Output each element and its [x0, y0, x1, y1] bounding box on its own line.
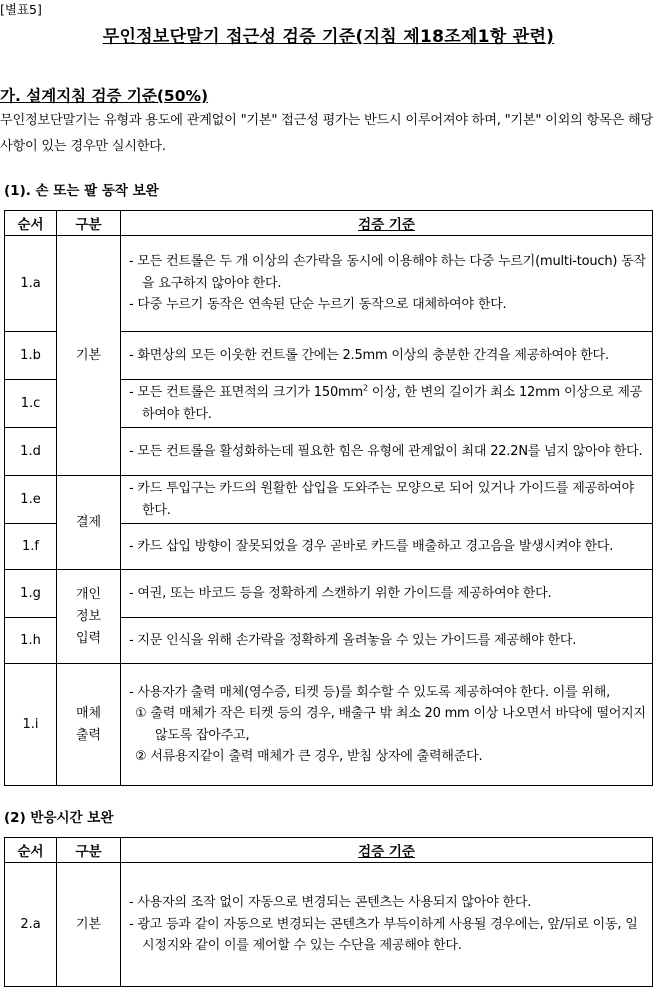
row-order: 1.b	[5, 332, 57, 380]
criteria-cell	[121, 476, 653, 524]
row-order: 1.i	[5, 664, 57, 786]
criteria-cell	[121, 332, 653, 380]
category-cell: 기본	[57, 236, 121, 476]
section-heading: 가. 설계지침 검증 기준(50%)	[0, 87, 209, 105]
criteria-cell	[121, 524, 653, 570]
table2-subtitle: (2) 반응시간 보완	[4, 810, 114, 826]
appendix-tag: [별표5]	[0, 2, 42, 17]
criteria-item: - 광고 등과 같이 자동으로 변경되는 콘텐츠가 부득이하게 사용될 경우에는, 앞/뒤로 이동, 일시정지와 같이 이를 제어할 수 있는 수단을 제공해야 한다.	[129, 916, 638, 954]
header-criteria: 검증 기준	[121, 838, 653, 863]
category-cell: 개인 정보 입력	[57, 570, 121, 664]
criteria-item: - 화면상의 모든 이웃한 컨트롤 간에는 2.5mm 이상의 충분한 간격을 제공하여야 한다.	[129, 347, 609, 363]
row-order: 1.e	[5, 476, 57, 524]
criteria-cell	[121, 664, 653, 786]
header-category: 구분	[57, 211, 121, 236]
table-row	[5, 570, 653, 618]
criteria-item: - 카드 삽입 방향이 잘못되었을 경우 곧바로 카드를 배출하고 경고음을 발생시켜야 한다.	[129, 538, 614, 554]
criteria-item: - 모든 컨트롤은 표면적의 크기가 $150mm^2$ 이상, 한 변의 길이가 최소 12mm 이상으로 제공하여야 한다.	[129, 383, 643, 422]
category-cell: 기본	[57, 863, 121, 987]
category-cell: 결제	[57, 476, 121, 570]
row-order: 1.a	[5, 236, 57, 332]
row-order: 1.h	[5, 618, 57, 664]
intro-paragraph: 무인정보단말기는 유형과 용도에 관계없이 "기본" 접근성 평가는 반드시 이루어져야 하며, "기본" 이외의 항목은 해당 사항이 있는 경우만 실시한다.	[0, 113, 653, 154]
criteria-cell	[121, 236, 653, 332]
criteria-item: - 모든 컨트롤을 활성화하는데 필요한 힘은 유형에 관계없이 최대 22.2N를 넘지 않아야 한다.	[129, 443, 643, 459]
row-order: 1.f	[5, 524, 57, 570]
table-hand-arm	[4, 210, 653, 786]
criteria-cell	[121, 570, 653, 618]
criteria-item: - 모든 컨트롤은 두 개 이상의 손가락을 동시에 이용해야 하는 다중 누르기(multi-touch) 동작을 요구하지 않아야 한다.	[129, 254, 646, 291]
criteria-subitem: ② 서류용지같이 출력 매체가 큰 경우, 받침 상자에 출력해준다.	[135, 749, 483, 764]
row-order: 1.d	[5, 428, 57, 476]
row-order: 2.a	[5, 863, 57, 987]
table-row	[5, 664, 653, 786]
document-title: 무인정보단말기 접근성 검증 기준(지침 제18조제1항 관련)	[102, 27, 555, 47]
header-category: 구분	[57, 838, 121, 863]
table-row	[5, 476, 653, 524]
criteria-item: - 다중 누르기 동작은 연속된 단순 누르기 동작으로 대체하여야 한다.	[129, 297, 507, 313]
criteria-item: - 여권, 또는 바코드 등을 정확하게 스캔하기 위한 가이드를 제공하여야 한다.	[129, 585, 552, 601]
header-order: 순서	[5, 211, 57, 236]
criteria-cell	[121, 428, 653, 476]
header-order: 순서	[5, 838, 57, 863]
criteria-item: - 사용자의 조작 없이 자동으로 변경되는 콘텐츠는 사용되지 않아야 한다.	[129, 895, 532, 911]
header-criteria: 검증 기준	[121, 211, 653, 236]
criteria-cell	[121, 618, 653, 664]
table1-subtitle: (1). 손 또는 팔 동작 보완	[4, 183, 159, 199]
table-header-row	[5, 211, 653, 236]
criteria-cell	[121, 863, 653, 987]
criteria-item: - 사용자가 출력 매체(영수증, 티켓 등)를 회수할 수 있도록 제공하여야 한다. 이를 위해,	[129, 684, 611, 700]
row-order: 1.c	[5, 380, 57, 428]
row-order: 1.g	[5, 570, 57, 618]
criteria-subitem: ① 출력 매체가 작은 티켓 등의 경우, 배출구 밖 최소 20 mm 이상 나오면서 바닥에 떨어지지 않도록 잡아주고,	[135, 706, 646, 743]
table-header-row	[5, 838, 653, 863]
table-row	[5, 236, 653, 332]
criteria-item: - 카드 투입구는 카드의 원활한 삽입을 도와주는 모양으로 되어 있거나 가이드를 제공하여야 한다.	[129, 481, 634, 518]
category-cell: 매체 출력	[57, 664, 121, 786]
table-row	[5, 863, 653, 987]
table-response-time	[4, 837, 653, 987]
criteria-cell	[121, 380, 653, 428]
criteria-item: - 지문 인식을 위해 손가락을 정확하게 올려놓을 수 있는 가이드를 제공해야 한다.	[129, 632, 577, 648]
